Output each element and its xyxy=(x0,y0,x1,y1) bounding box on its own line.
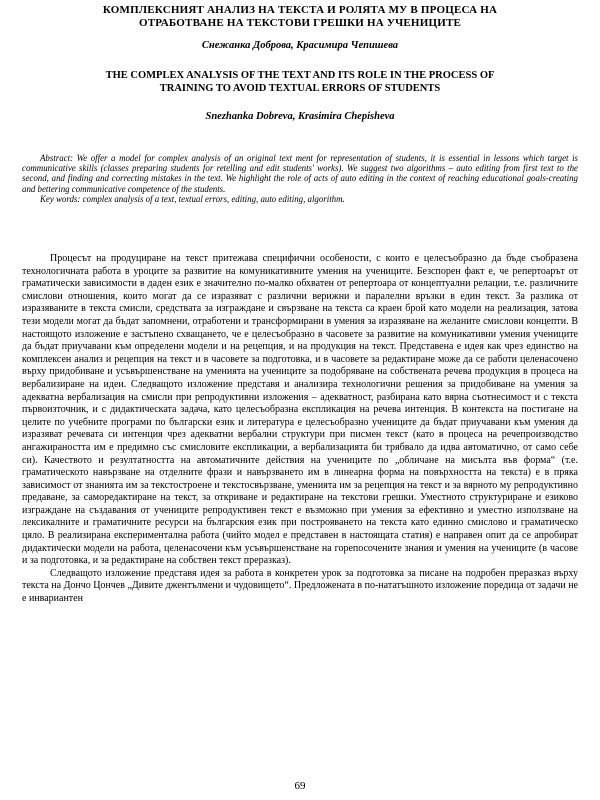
abstract-block xyxy=(22,153,578,204)
abstract-text: Abstract: We offer a model for complex analysis of an original text ment for representation of students, it is essential in lessons which target is communicative skills (classes preparing students for retelling and edit students' works). We suggest two algorithms – auto editing from first text to the second, and finding and correcting mistakes in the text. We highlight the role of acts of auto editing in the context of reaching educational goals-creating and bettering communicative competence of the students. xyxy=(22,153,578,194)
bulgarian-authors: Снежанка Доброва, Красимира Чепишева xyxy=(201,40,399,51)
keywords-text: Key words: complex analysis of a text, textual errors, editing, auto editing, algorithm. xyxy=(40,193,345,204)
bulgarian-title-line-1: КОМПЛЕКСНИЯТ АНАЛИЗ НА ТЕКСТА И РОЛЯТА МУ В ПРОЦЕСА НА xyxy=(102,4,498,16)
body-paragraph-1: Процесът на продуциране на текст притежава специфични особености, с които е целесъобразно да бъде съобразена технологичната работа в уроците за развитие на комуникативните умения на учениците. Безспорен факт е, че репертоарът от граматически зависимости в даден език е значително по-малко обхватен от репертоара от концептуални релации, т.е. различните смислови отношения, които могат да се изразяват с различни верижни и паралелни връзки в един текст. За разлика от изразяваните в текста смисли, средствата за изграждане и свързване на текста са краен брой като модели на реализация, затова тези модели могат да бъдат запомнени, отработени и трансформирани в умения за изразяване на желаните смислови концепти. В настоящото изложение е застъпено схващането, че е целесъобразно в часовете за развитие на комуникативни умения учениците да бъдат приучавани към определени модели и на рецепция, и на продукция на текст. Представена е идея как чрез единство на комплексен анализ и рецепция на текст и в часовете за подготовка, и в часовете за редактиране може да се работи целенасочено върху придобиване и усъвършенстване на уменията на учениците за подобряване на собствената речева продукция в процеса на вербализиране на идеи. Следващото изложение представя и анализира технологични решения за придобиване на умения за адекватна вербализация на смисли при репродуктивни изложения – адекватност, разбирана като вярна съотнесимост и с текста първоизточник, и с дидактическата задача, като целесъобразна експликация на речева интенция. В контекста на постигане на целите по учебните програми по български език и литература е целесъобразно учениците да бъдат приучавани към умения да изразяват речевата си интенция чрез адекватни вербални структури при писмен текст (като в процеса на речепроизводство ангажираността им е предимно със смисловите експликации, а вербализацията би трябвало да идва автоматично, от само себе си). Качеството и резултатността на автоматичните действия на учениците по „обличане на мисълта във форма“ (т.е. граматическото навързване на отделните фрази и навързването им в линеарна форма на повърхността на текста) е в пряка зависимост от знанията им за текстостроене и текстосвързване, уменията им за рецепция на текст и за вярното му репродуктивно предаване, за саморедактиране на текст, за откриване и редактиране на текстови грешки. Уместното структуриране и езиково изграждане на създавания от учениците репродуктивен текст е възможно при умения за ефективно и уместно използване на лексикалните и граматичните ресурси на българския език при построяването на текста като единно смислово и граматическо цяло. В реализирана експериментална работа (чийто модел е представен в настоящата статия) е направен опит да се апробират дидактически модели на работа, целенасочени към усъвършенстване на горепосочените знания и умения на учениците (в часове и за подготовка, и за редактиране на собствен текст преразказ). xyxy=(22,253,578,567)
english-title-line-2: TRAINING TO AVOID TEXTUAL ERRORS OF STUDENTS xyxy=(159,83,441,94)
body-paragraph-2: Следващото изложение представя идея за работа в конкретен урок за подготовка за писане на подробен преразказ върху текста на Дончо Цончев „Дивите джентълмени и чудовището“. Предложената в по-нататъшното изложение поредица от задачи не е инвариантен xyxy=(22,567,578,605)
english-authors: Snezhanka Dobreva, Krasimira Chepisheva xyxy=(205,111,395,122)
bulgarian-title-line-2: ОТРАБОТВАНЕ НА ТЕКСТОВИ ГРЕШКИ НА УЧЕНИЦИТЕ xyxy=(138,17,462,29)
body-text xyxy=(22,253,578,606)
english-title-line-1: THE COMPLEX ANALYSIS OF THE TEXT AND ITS ROLE IN THE PROCESS OF xyxy=(105,70,495,81)
page-number: 69 xyxy=(294,780,306,792)
